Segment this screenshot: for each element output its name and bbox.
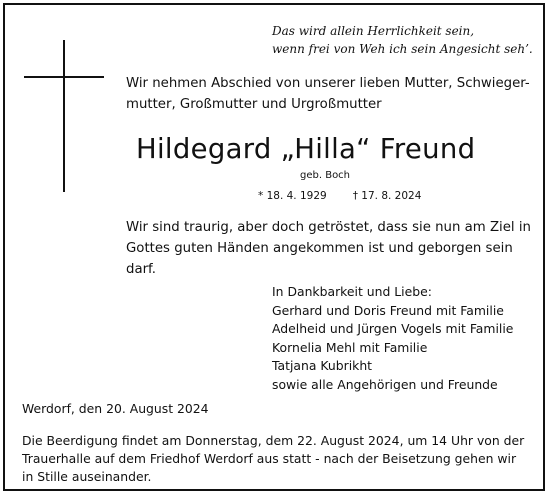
birth-name: geb. Boch	[300, 170, 351, 181]
funeral-line: in Stille auseinander.	[22, 469, 152, 484]
place-and-date: Werdorf, den 20. August 2024	[22, 401, 209, 416]
cross-icon-horizontal	[24, 76, 104, 78]
funeral-line: Die Beerdigung findet am Donnerstag, dem 22. August 2024, um 14 Uhr von der	[22, 433, 525, 448]
quote-line: Das wird allein Herrlichkeit sein,	[272, 24, 475, 38]
farewell-intro	[126, 73, 530, 115]
deceased-name: Hildegard „Hilla“ Freund	[136, 133, 476, 165]
comfort-line: Gottes guten Händen angekommen ist und geborgen sein	[126, 241, 513, 256]
intro-line: mutter, Großmutter und Urgroßmutter	[126, 97, 382, 112]
comfort-text	[126, 217, 531, 280]
funeral-line: Trauerhalle auf dem Friedhof Werdorf aus statt - nach der Beisetzung gehen wir	[22, 451, 517, 466]
intro-line: Wir nehmen Abschied von unserer lieben Mutter, Schwieger-	[126, 76, 530, 91]
life-dates	[258, 190, 421, 202]
funeral-info	[22, 432, 524, 486]
mourners-heading: In Dankbarkeit und Liebe:	[272, 284, 432, 299]
comfort-line: darf.	[126, 262, 156, 277]
mourner-entry: Gerhard und Doris Freund mit Familie	[272, 302, 504, 318]
mourner-entry: Adelheid und Jürgen Vogels mit Familie	[272, 321, 514, 336]
mourner-entry: Kornelia Mehl mit Familie	[272, 339, 428, 355]
death-date: † 17. 8. 2024	[352, 190, 422, 202]
mourner-entry: Tatjana Kubrikht	[272, 358, 373, 373]
mourners-list	[272, 283, 513, 394]
cross-icon-vertical	[63, 40, 65, 192]
comfort-line: Wir sind traurig, aber doch getröstet, dass sie nun am Ziel in	[126, 220, 531, 235]
quote-line: wenn frei von Weh ich sein Angesicht seh’.	[272, 42, 533, 56]
bible-quote	[272, 22, 533, 58]
mourner-entry: sowie alle Angehörigen und Freunde	[272, 376, 498, 392]
birth-date: * 18. 4. 1929	[258, 190, 327, 202]
